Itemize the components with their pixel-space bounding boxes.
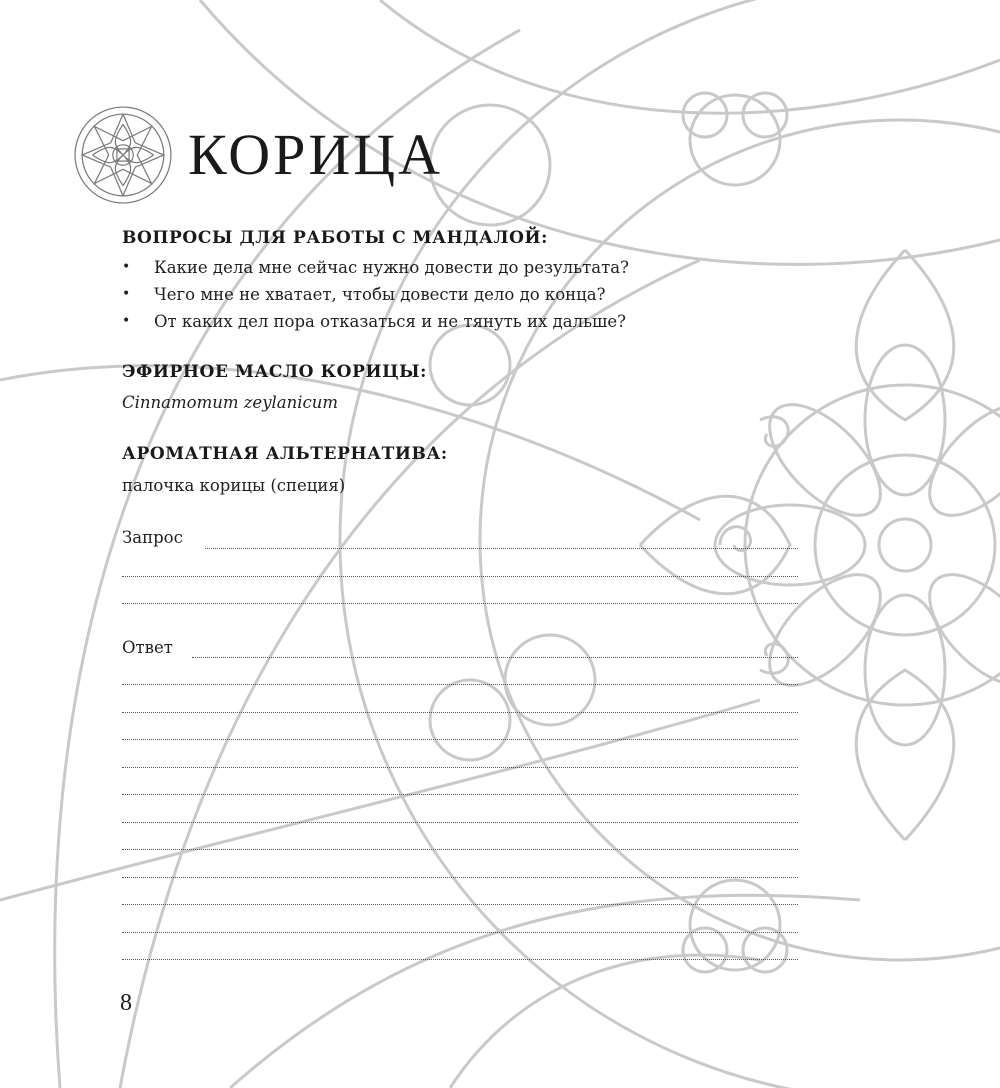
request-line[interactable] (205, 548, 798, 549)
answer-line[interactable] (122, 767, 798, 768)
essential-oil-heading: ЭФИРНОЕ МАСЛО КОРИЦЫ: (122, 362, 428, 382)
answer-line[interactable] (122, 959, 798, 960)
bullet-icon: • (122, 259, 131, 275)
answer-line[interactable] (122, 932, 798, 933)
mandala-emblem-icon (72, 104, 174, 206)
title-row (72, 100, 443, 210)
answer-line[interactable] (122, 712, 798, 713)
bullet-icon: • (122, 313, 131, 329)
request-line[interactable] (122, 603, 798, 604)
answer-line[interactable] (122, 877, 798, 878)
page-title: КОРИЦА (188, 122, 444, 187)
answer-line[interactable] (122, 849, 798, 850)
answer-line[interactable] (192, 657, 798, 658)
list-item: • От каких дел пора отказаться и не тянуть их дальше? (118, 308, 629, 335)
answer-line[interactable] (122, 794, 798, 795)
questions-heading: ВОПРОСЫ ДЛЯ РАБОТЫ С МАНДАЛОЙ: (122, 228, 549, 248)
bullet-icon: • (122, 286, 131, 302)
request-label: Запрос (122, 528, 183, 547)
list-item: • Какие дела мне сейчас нужно довести до результата? (118, 254, 629, 281)
answer-line[interactable] (122, 684, 798, 685)
answer-label: Ответ (122, 638, 173, 657)
answer-line[interactable] (122, 739, 798, 740)
answer-line[interactable] (122, 904, 798, 905)
alternative-text: палочка корицы (специя) (122, 476, 346, 495)
questions-list (118, 254, 629, 335)
list-item: • Чего мне не хватает, чтобы довести дело до конца? (118, 281, 629, 308)
answer-line[interactable] (122, 822, 798, 823)
essential-oil-latin-name: Cinnamomum zeylanicum (122, 393, 339, 412)
page-number: 8 (120, 990, 132, 1016)
request-line[interactable] (122, 576, 798, 577)
alternative-heading: АРОМАТНАЯ АЛЬТЕРНАТИВА: (122, 444, 448, 464)
